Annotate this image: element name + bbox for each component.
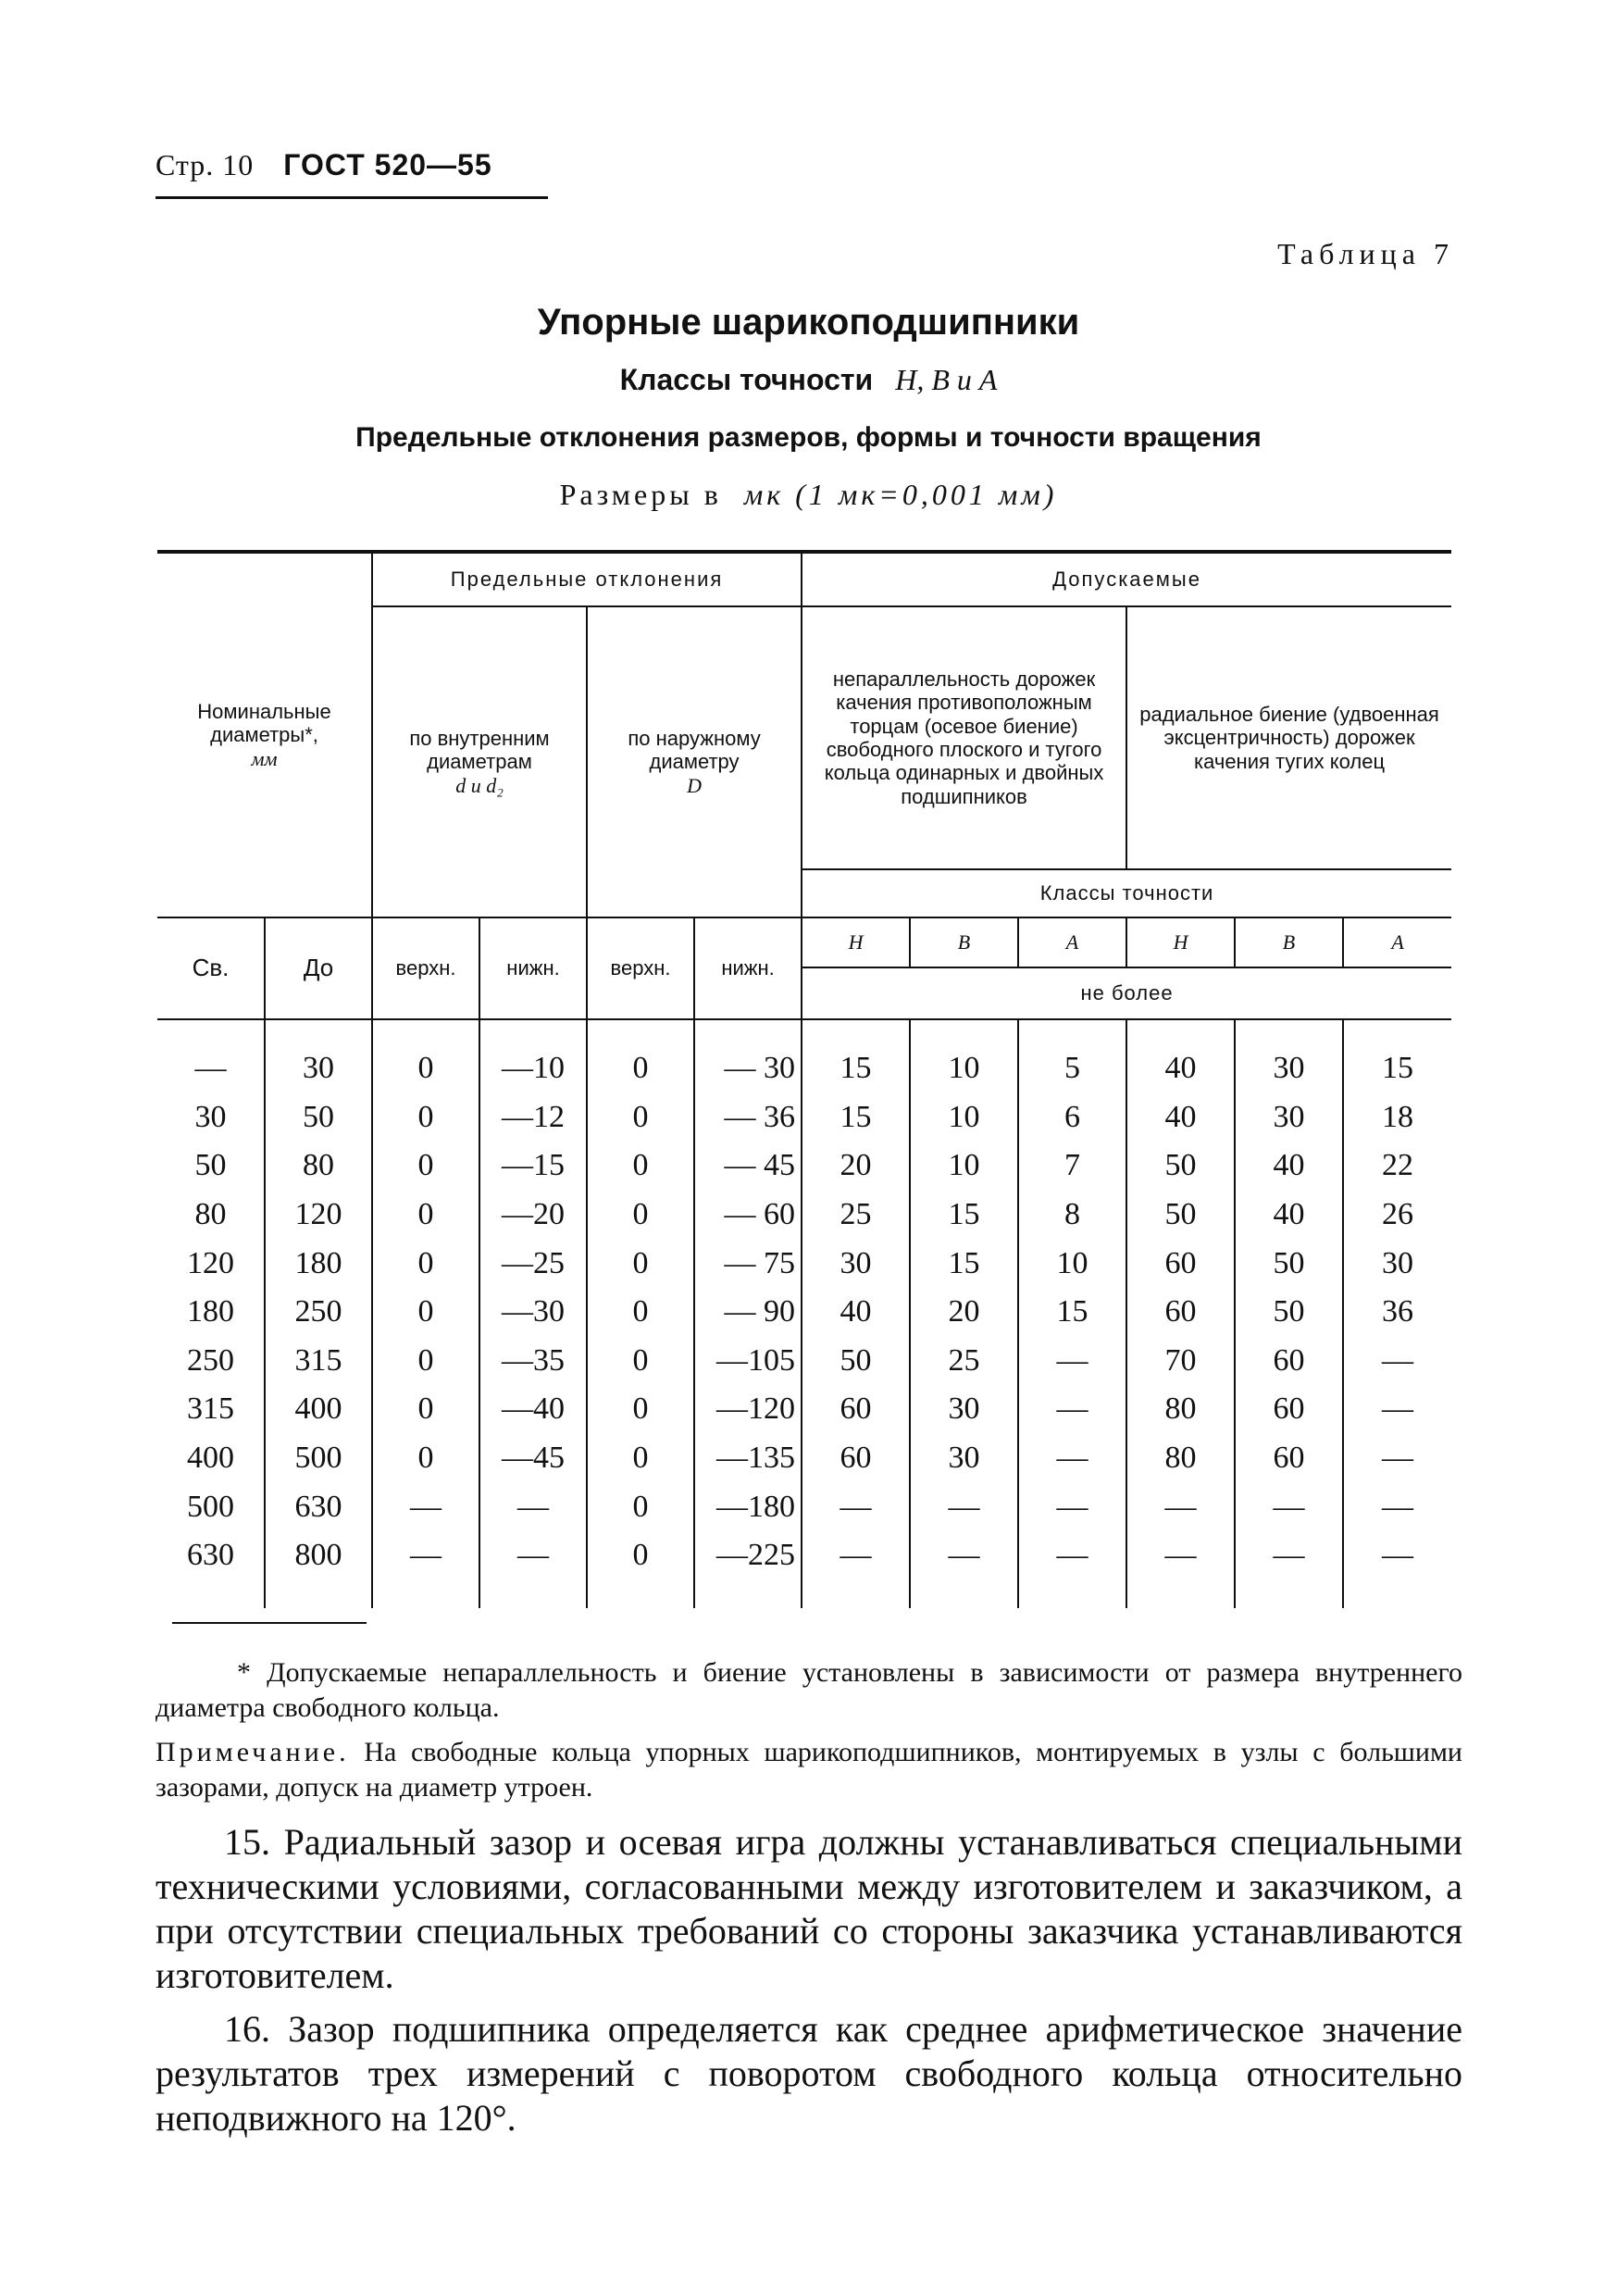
table-cell: 30 xyxy=(157,1093,265,1142)
table-cell: 0 xyxy=(587,1239,694,1288)
table-cell: 6 xyxy=(1018,1093,1126,1142)
table-cell: 0 xyxy=(587,1288,694,1337)
table-cell: 80 xyxy=(265,1142,372,1191)
table-cell: 0 xyxy=(587,1093,694,1142)
table-cell: — xyxy=(372,1482,479,1531)
subtitle-prefix: Классы точности xyxy=(619,363,874,396)
units-line xyxy=(0,478,1617,512)
table-cell: 25 xyxy=(802,1191,910,1240)
table-cell: 60 xyxy=(802,1434,910,1483)
note-label: Примечание. xyxy=(155,1737,350,1767)
footnote: * Допускаемые непараллельность и биение установлены в зависимости от размера внутреннего диаметра свободного кольца. xyxy=(155,1657,1462,1723)
table-cell: — xyxy=(1343,1434,1451,1483)
class-label: Н xyxy=(1126,917,1235,967)
table-cell: —20 xyxy=(479,1191,587,1240)
table-cell: 30 xyxy=(1235,1093,1343,1142)
table-cell: — xyxy=(1126,1531,1235,1608)
table-cell: 80 xyxy=(1126,1434,1235,1483)
inner-header-symbol: d и d₂ xyxy=(455,773,504,797)
inner-lower-header: нижн. xyxy=(479,917,587,1019)
table-row xyxy=(157,1019,1451,1093)
outer-lower-header: нижн. xyxy=(694,917,802,1019)
table-row xyxy=(157,1385,1451,1434)
table-cell: 60 xyxy=(1235,1385,1343,1434)
outer-upper-header: верхн. xyxy=(587,917,694,1019)
note-text: На свободные кольца упорных шарикоподшипников, монтируемых в узлы с большими зазорами, допуск на диаметр утроен. xyxy=(155,1737,1462,1803)
table-subtitle xyxy=(0,363,1617,397)
table-cell: 40 xyxy=(1235,1191,1343,1240)
class-label: В xyxy=(1235,917,1343,967)
table-cell: 20 xyxy=(910,1288,1018,1337)
table-cell: 120 xyxy=(265,1191,372,1240)
table-cell: 30 xyxy=(802,1239,910,1288)
table-cell: 70 xyxy=(1126,1337,1235,1386)
page-header xyxy=(155,148,492,182)
table-cell: 26 xyxy=(1343,1191,1451,1240)
outer-header-symbol: D xyxy=(687,773,702,797)
nominal-diameter-header xyxy=(157,552,372,917)
table-row xyxy=(157,1191,1451,1240)
table-number: Таблица 7 xyxy=(1277,237,1454,270)
table-cell: 0 xyxy=(372,1239,479,1288)
tolerance-table xyxy=(157,550,1451,1608)
paragraph-16: 16. Зазор подшипника определяется как среднее арифметическое значение результатов трех измерений с поворотом свободного кольца относительно неподвижного на 120°. xyxy=(155,2008,1462,2139)
table-cell: — xyxy=(1343,1337,1451,1386)
units-prefix: Размеры в xyxy=(559,478,722,511)
table-cell: 10 xyxy=(910,1142,1018,1191)
table-cell: — xyxy=(1235,1482,1343,1531)
table-cell: 30 xyxy=(1343,1239,1451,1288)
table-caption: Предельные отклонения размеров, формы и точности вращения xyxy=(355,422,1262,453)
table-cell: 0 xyxy=(372,1434,479,1483)
units-value: мк (1 мк=0,001 мм) xyxy=(743,478,1058,511)
table-cell: 0 xyxy=(587,1434,694,1483)
table-cell: 0 xyxy=(372,1093,479,1142)
table-cell: 60 xyxy=(1235,1337,1343,1386)
table-cell: 500 xyxy=(157,1482,265,1531)
to-header: До xyxy=(265,917,372,1019)
table-cell: — xyxy=(1018,1531,1126,1608)
inner-diameter-header xyxy=(372,606,587,917)
table-row xyxy=(157,1531,1451,1608)
table-cell: — xyxy=(1018,1482,1126,1531)
table-cell: 0 xyxy=(372,1337,479,1386)
table-cell: 10 xyxy=(910,1019,1018,1093)
paragraph-15: 15. Радиальный зазор и осевая игра должны устанавливаться специальными техническими условиями, согласованными между изготовителем и заказчиком, а при отсутствии специальных требований со стороны заказчика устанавливаются изготовителем. xyxy=(155,1821,1462,1996)
inner-header-text: по внутренним диаметрам xyxy=(409,727,550,774)
table-cell: 500 xyxy=(265,1434,372,1483)
table-cell: 50 xyxy=(802,1337,910,1386)
note xyxy=(155,1735,1462,1804)
header-rule xyxy=(155,196,548,199)
table-cell: — xyxy=(1018,1337,1126,1386)
allowed-header: Допускаемые xyxy=(802,552,1451,606)
table-cell: 315 xyxy=(157,1385,265,1434)
table-cell: 40 xyxy=(1126,1093,1235,1142)
table-cell: 60 xyxy=(1235,1434,1343,1483)
table-cell: —225 xyxy=(694,1531,802,1608)
table-cell: —15 xyxy=(479,1142,587,1191)
table-cell: 400 xyxy=(157,1434,265,1483)
table-cell: — xyxy=(1018,1434,1126,1483)
table-cell: 0 xyxy=(587,1531,694,1608)
nonparallelism-header: непараллельность дорожек качения противоположным торцам (осевое биение) свободного плоского и тугого кольца одинарных и двойных подшипников xyxy=(802,606,1126,869)
from-header: Св. xyxy=(157,917,265,1019)
table-cell: 20 xyxy=(802,1142,910,1191)
radial-runout-header: радиальное биение (удвоенная эксцентричность) дорожек качения тугих колец xyxy=(1126,606,1451,869)
table-cell: — xyxy=(479,1531,587,1608)
table-cell: 250 xyxy=(265,1288,372,1337)
table-cell: 0 xyxy=(372,1288,479,1337)
table-cell: 7 xyxy=(1018,1142,1126,1191)
table-cell: 80 xyxy=(157,1191,265,1240)
table-cell: 8 xyxy=(1018,1191,1126,1240)
table-cell: —180 xyxy=(694,1482,802,1531)
table-cell: —25 xyxy=(479,1239,587,1288)
table-cell: 60 xyxy=(1126,1239,1235,1288)
table-cell: —40 xyxy=(479,1385,587,1434)
table-cell: 50 xyxy=(1235,1288,1343,1337)
table-cell: 40 xyxy=(802,1288,910,1337)
table-cell: 180 xyxy=(265,1239,372,1288)
table-cell: —120 xyxy=(694,1385,802,1434)
table-cell: 50 xyxy=(1126,1191,1235,1240)
table-cell: — xyxy=(802,1531,910,1608)
table-cell: 120 xyxy=(157,1239,265,1288)
subtitle-classes: Н, В и А xyxy=(895,363,998,396)
not-more-header: не более xyxy=(802,967,1451,1019)
limit-deviations-header: Предельные отклонения xyxy=(372,552,802,606)
table-cell: 0 xyxy=(587,1337,694,1386)
table-cell: 630 xyxy=(157,1531,265,1608)
table-cell: 0 xyxy=(372,1385,479,1434)
table-cell: 18 xyxy=(1343,1093,1451,1142)
table-cell: 0 xyxy=(587,1019,694,1093)
table-cell: 40 xyxy=(1235,1142,1343,1191)
footnote-rule xyxy=(172,1622,367,1624)
table-cell: 800 xyxy=(265,1531,372,1608)
table-cell: 15 xyxy=(1343,1019,1451,1093)
table-cell: — 30 xyxy=(694,1019,802,1093)
table-cell: 0 xyxy=(372,1191,479,1240)
accuracy-classes-header: Классы точности xyxy=(802,869,1451,917)
table-title: Упорные шарикоподшипники xyxy=(537,302,1080,343)
table-row xyxy=(157,1288,1451,1337)
table-cell: 10 xyxy=(1018,1239,1126,1288)
table-cell: 80 xyxy=(1126,1385,1235,1434)
table-row xyxy=(157,1093,1451,1142)
table-cell: 0 xyxy=(372,1142,479,1191)
table-cell: — xyxy=(802,1482,910,1531)
table-cell: 250 xyxy=(157,1337,265,1386)
table-cell: 60 xyxy=(802,1385,910,1434)
table-cell: — 45 xyxy=(694,1142,802,1191)
table-row xyxy=(157,1239,1451,1288)
table-cell: 10 xyxy=(910,1093,1018,1142)
table-cell: 25 xyxy=(910,1337,1018,1386)
class-label: А xyxy=(1343,917,1451,967)
table-cell: —10 xyxy=(479,1019,587,1093)
table-cell: 15 xyxy=(910,1191,1018,1240)
table-cell: — xyxy=(1235,1531,1343,1608)
table-row xyxy=(157,1142,1451,1191)
table-cell: 30 xyxy=(910,1385,1018,1434)
table-cell: 0 xyxy=(587,1191,694,1240)
table-cell: 40 xyxy=(1126,1019,1235,1093)
nominal-header-text: Номинальные диаметры*, xyxy=(197,700,331,747)
table-cell: — xyxy=(479,1482,587,1531)
table-cell: 15 xyxy=(1018,1288,1126,1337)
class-label: В xyxy=(910,917,1018,967)
table-cell: — xyxy=(1126,1482,1235,1531)
class-label: А xyxy=(1018,917,1126,967)
table-cell: 30 xyxy=(265,1019,372,1093)
table-cell: —35 xyxy=(479,1337,587,1386)
table-cell: 630 xyxy=(265,1482,372,1531)
table-cell: 36 xyxy=(1343,1288,1451,1337)
table-cell: — xyxy=(1343,1385,1451,1434)
outer-diameter-header xyxy=(587,606,802,917)
outer-header-text: по наружному диаметру xyxy=(628,727,761,774)
table-cell: — 60 xyxy=(694,1191,802,1240)
table-cell: —30 xyxy=(479,1288,587,1337)
nominal-header-unit: мм xyxy=(251,746,278,770)
table-cell: — xyxy=(157,1019,265,1093)
class-label: Н xyxy=(802,917,910,967)
table-cell: 0 xyxy=(372,1019,479,1093)
table-cell: —45 xyxy=(479,1434,587,1483)
table-cell: 0 xyxy=(587,1142,694,1191)
table-cell: 0 xyxy=(587,1385,694,1434)
table-cell: — xyxy=(1343,1482,1451,1531)
table-cell: —135 xyxy=(694,1434,802,1483)
table-cell: 50 xyxy=(1126,1142,1235,1191)
table-cell: 30 xyxy=(910,1434,1018,1483)
table-cell: 15 xyxy=(802,1019,910,1093)
table-cell: — xyxy=(1018,1385,1126,1434)
table-cell: — 36 xyxy=(694,1093,802,1142)
table-cell: —12 xyxy=(479,1093,587,1142)
table-cell: 5 xyxy=(1018,1019,1126,1093)
table-row xyxy=(157,1434,1451,1483)
table-cell: 400 xyxy=(265,1385,372,1434)
table-cell: 50 xyxy=(157,1142,265,1191)
table-cell: 180 xyxy=(157,1288,265,1337)
table-cell: 22 xyxy=(1343,1142,1451,1191)
table-cell: 50 xyxy=(265,1093,372,1142)
table-cell: 50 xyxy=(1235,1239,1343,1288)
table-cell: 0 xyxy=(587,1482,694,1531)
table-cell: 30 xyxy=(1235,1019,1343,1093)
table-cell: 15 xyxy=(802,1093,910,1142)
table-cell: — 90 xyxy=(694,1288,802,1337)
inner-upper-header: верхн. xyxy=(372,917,479,1019)
table-cell: 60 xyxy=(1126,1288,1235,1337)
table-row xyxy=(157,1337,1451,1386)
table-cell: — xyxy=(910,1482,1018,1531)
table-cell: 15 xyxy=(910,1239,1018,1288)
page-number: Стр. 10 xyxy=(155,148,255,181)
table-row xyxy=(157,1482,1451,1531)
table-cell: 315 xyxy=(265,1337,372,1386)
table-cell: —105 xyxy=(694,1337,802,1386)
table-cell: — xyxy=(910,1531,1018,1608)
standard-number: ГОСТ 520—55 xyxy=(283,148,492,181)
table-cell: — xyxy=(372,1531,479,1608)
table-cell: — xyxy=(1343,1531,1451,1608)
table-cell: — 75 xyxy=(694,1239,802,1288)
